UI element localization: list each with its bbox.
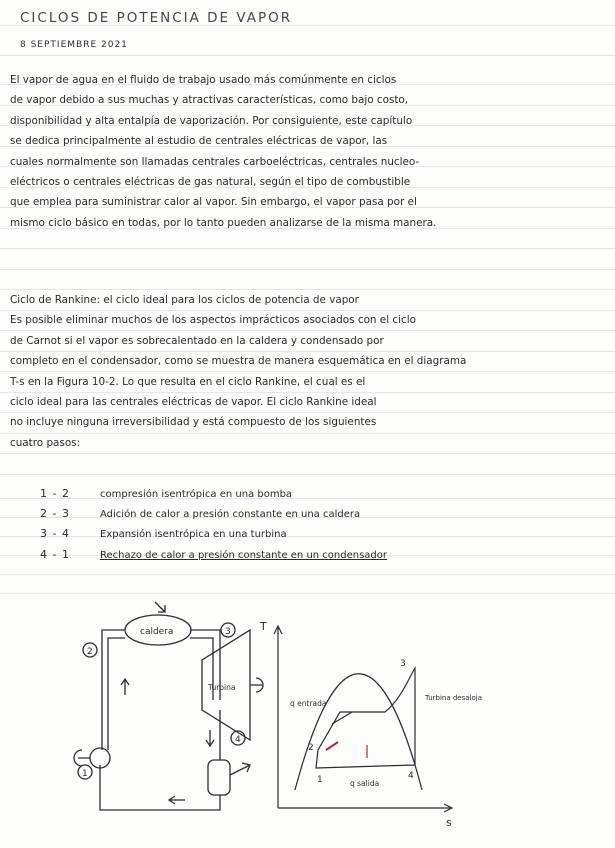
- turbine-label: Turbina: [208, 683, 236, 692]
- point-label: 2: [308, 743, 314, 753]
- text-line: de Carnot si el vapor es sobrecalentado en la caldera y condensado por: [10, 334, 384, 347]
- ts-diagram: [260, 600, 590, 830]
- list-item: [40, 524, 387, 544]
- point-label: 4: [408, 771, 414, 781]
- s-axis: [278, 804, 452, 812]
- heat-in-arrow: [155, 602, 165, 612]
- list-item: [40, 545, 387, 565]
- turbine-note: Turbina desaloja: [425, 694, 483, 702]
- pipe-loop: [100, 630, 220, 810]
- step-text: Rechazo de calor a presión constante en un condensador: [100, 549, 388, 561]
- boiler-label: caldera: [140, 627, 174, 637]
- text-line: El vapor de agua en el fluido de trabajo usado más comúnmente en ciclos: [10, 74, 397, 86]
- point-label: 1: [317, 775, 323, 785]
- pump-shaft-icon: [74, 750, 90, 766]
- rankine-schematic: [70, 600, 270, 830]
- page-title: CICLOS DE POTENCIA DE VAPOR: [20, 10, 293, 26]
- state-label: 1: [82, 769, 88, 779]
- text-line: que emplea para suministrar calor al vapor. Sin embargo, el vapor pasa por el: [10, 196, 417, 209]
- step-text: Adición de calor a presión constante en una caldera: [100, 509, 361, 521]
- q-out-label: q salida: [350, 779, 380, 788]
- step-text: compresión isentrópica en una bomba: [100, 489, 293, 500]
- text-line: se dedica principalmente al estudio de centrales eléctricas de vapor, las: [10, 135, 388, 148]
- page-date: 8 SEPTIEMBRE 2021: [20, 40, 128, 50]
- text-line: ciclo ideal para las centrales eléctricas de vapor. El ciclo Rankine ideal: [10, 396, 377, 409]
- text-line: eléctricos o centrales eléctricas de gas natural, según el tipo de combustible: [10, 176, 411, 189]
- t-axis-label: T: [260, 620, 267, 633]
- step-number: 4 - 1: [40, 547, 70, 561]
- condenser-shape: [208, 760, 230, 795]
- state-label: 3: [225, 627, 231, 637]
- step-number: 3 - 4: [40, 527, 70, 541]
- t-axis: [274, 626, 282, 808]
- state-label: 4: [235, 735, 241, 745]
- flow-arrow-down: [206, 730, 214, 746]
- q-in-label: q entrada: [290, 699, 327, 708]
- paragraph-intro: [10, 70, 602, 233]
- s-axis-label: s: [446, 816, 452, 829]
- pipe-inner: [108, 638, 213, 750]
- point-label: 3: [400, 659, 406, 669]
- step-number: 1 - 2: [40, 487, 70, 500]
- pump-arrow-mark: [326, 742, 338, 750]
- text-line: completo en el condensador, como se muestra de manera esquemática en el diagrama: [10, 355, 467, 368]
- text-line: Es posible eliminar muchos de los aspectos imprácticos asociados con el ciclo: [10, 314, 416, 327]
- text-line: T-s en la Figura 10-2. Lo que resulta en el ciclo Rankine, el cual es el: [10, 375, 366, 388]
- section-heading: Ciclo de Rankine: el ciclo ideal para los ciclos de potencia de vapor: [10, 294, 359, 306]
- flow-arrow-up: [121, 679, 129, 695]
- text-line: de vapor debido a sus muchas y atractivas características, como bajo costo,: [10, 94, 409, 107]
- list-item: [40, 484, 387, 504]
- process-steps-list: [40, 484, 387, 565]
- text-line: cuales normalmente son llamadas centrales carboeléctricas, centrales nucleo-: [10, 155, 420, 168]
- text-line: mismo ciclo básico en todas, por lo tanto pueden analizarse de la misma manera.: [10, 216, 437, 229]
- text-line: disponibilidad y alta entalpía de vaporización. Por consiguiente, este capítulo: [10, 114, 413, 127]
- text-line: cuatro pasos:: [10, 436, 81, 449]
- paragraph-rankine: [10, 290, 602, 453]
- list-item: [40, 504, 387, 524]
- step-text: Expansión isentrópica en una turbina: [100, 529, 287, 541]
- text-line: no incluye ninguna irreversibilidad y está compuesto de los siguientes: [10, 416, 377, 429]
- heat-in-arrow: [332, 712, 352, 724]
- cycle-path: [316, 668, 415, 768]
- step-number: 2 - 3: [40, 507, 70, 521]
- state-label: 2: [87, 647, 93, 657]
- flow-arrow-left: [169, 796, 185, 804]
- heat-out-arrow: [230, 763, 250, 775]
